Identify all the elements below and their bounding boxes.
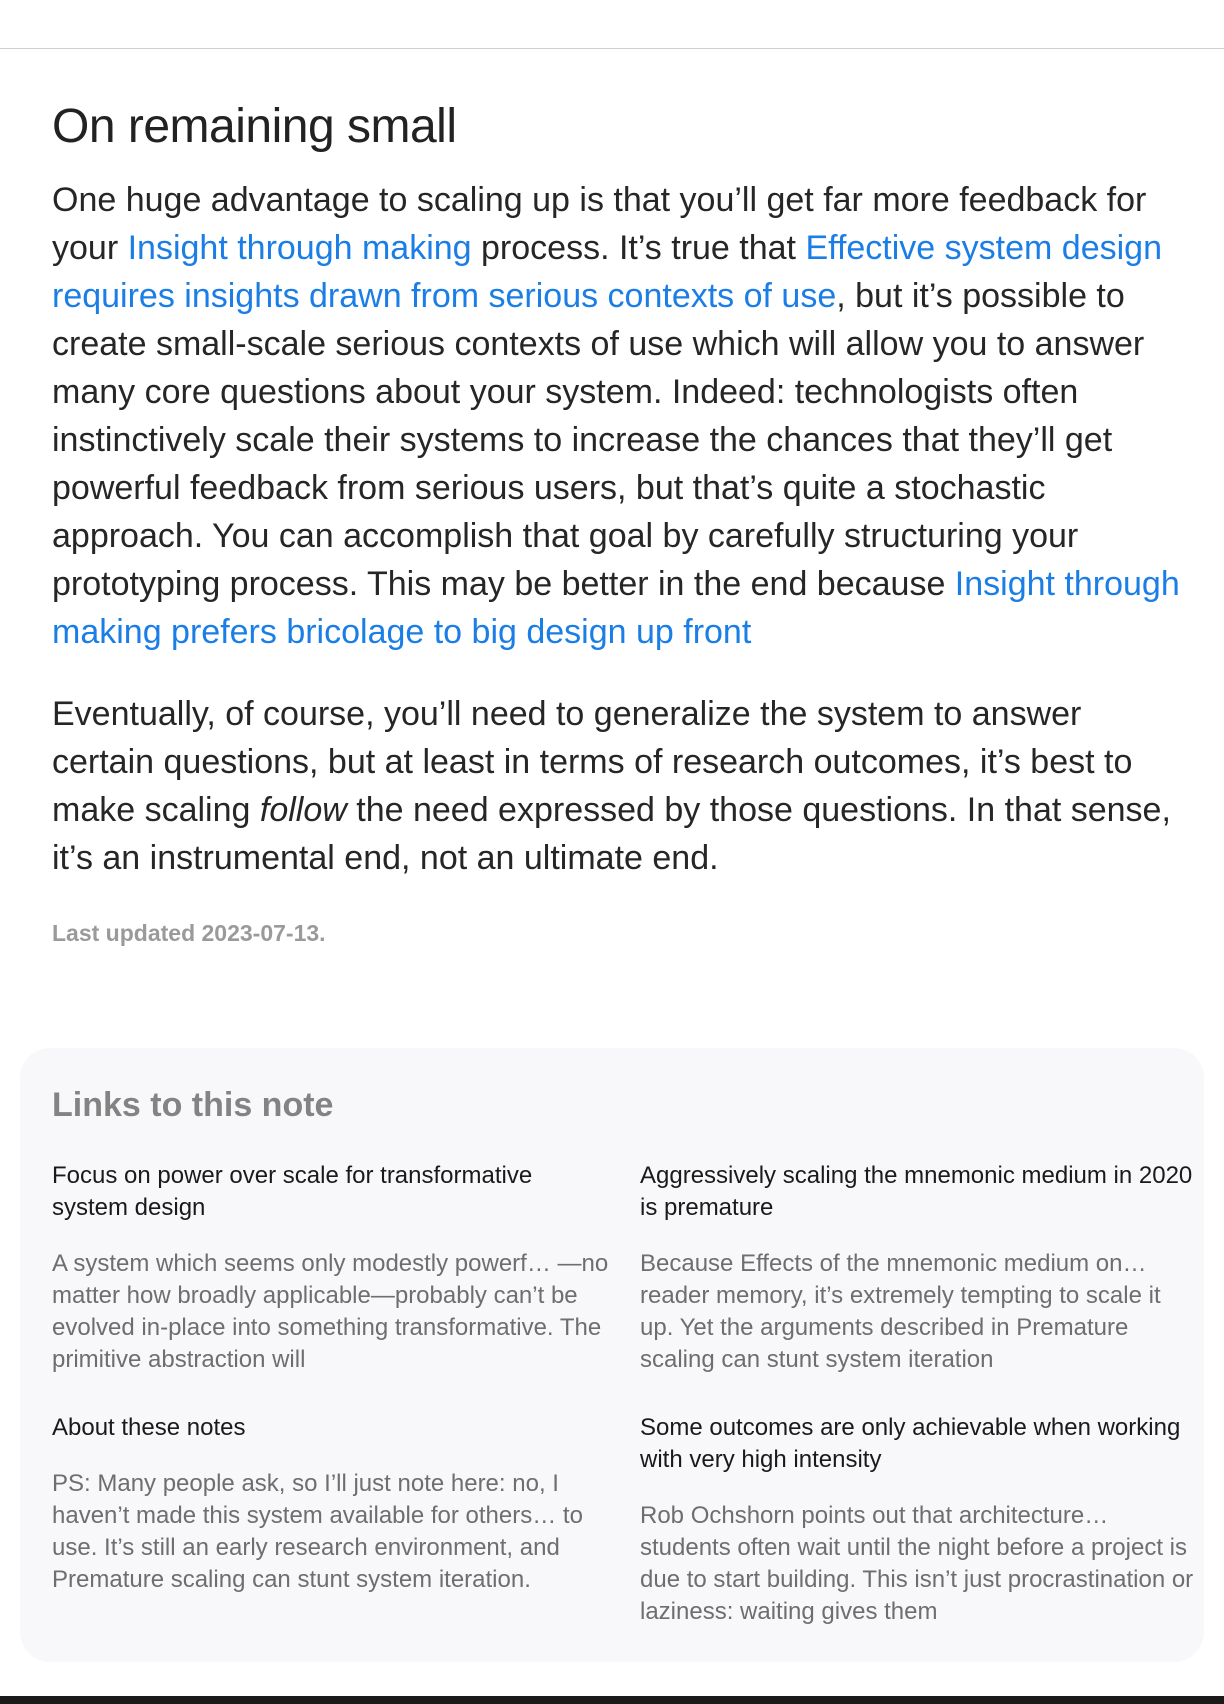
emphasis-follow: follow xyxy=(259,791,347,829)
backlink-card[interactable] xyxy=(640,1160,1200,1376)
paragraph-1 xyxy=(52,176,1182,656)
paragraph-1-text-3: , but it’s possible to create small-scale serious contexts of use which will allow you to answer many core questions about your system. Indeed: technologists often instinctively scale their systems to increase the chances that they’ll get powerful feedback from serious users, but that’s quite a stochastic approach. You can accomplish that goal by carefully structuring your prototyping process. This may be better in the end because xyxy=(52,277,1145,603)
last-updated: Last updated 2023-07-13. xyxy=(52,920,326,946)
backlinks-panel xyxy=(20,1048,1204,1662)
note-content xyxy=(52,96,1182,947)
backlink-title[interactable]: Aggressively scaling the mnemonic medium in 2020 is premature xyxy=(640,1162,1193,1221)
backlink-excerpt: Because Effects of the mnemonic medium on… reader memory, it’s extremely tempting to scale it up. Yet the arguments described in Premature scaling can stunt system iteration xyxy=(640,1250,1161,1373)
link-insight-through-making[interactable]: Insight through making xyxy=(127,229,472,267)
backlink-card[interactable] xyxy=(640,1412,1200,1628)
paragraph-2-text-1: Eventually, of course, you’ll need to generalize the system to answer certain questions, but at least in terms of research outcomes, it’s best to make scaling xyxy=(52,695,1133,829)
backlink-excerpt: Rob Ochshorn points out that architecture… students often wait until the night before a project is due to start building. This isn’t just procrastination or laziness: waiting gives them xyxy=(640,1502,1194,1625)
paragraph-2 xyxy=(52,690,1182,882)
backlink-card[interactable] xyxy=(52,1412,612,1596)
link-effective-system-design[interactable]: Effective system design requires insights drawn from serious contexts of use xyxy=(52,229,1162,315)
note-title: On remaining small xyxy=(52,100,457,153)
backlinks-title: Links to this note xyxy=(52,1086,334,1124)
paragraph-1-text-1: One huge advantage to scaling up is that you’ll get far more feedback for your xyxy=(52,181,1147,267)
backlink-excerpt: PS: Many people ask, so I’ll just note here: no, I haven’t made this system available for others… to use. It’s still an early research environment, and Premature scaling can stunt system iteration. xyxy=(52,1470,583,1593)
backlink-title[interactable]: About these notes xyxy=(52,1414,246,1441)
paragraph-1-text-2: process. It’s true that xyxy=(471,229,806,267)
bottom-bar xyxy=(0,1696,1224,1704)
backlink-excerpt: A system which seems only modestly powerf… —no matter how broadly applicable—probably can’t be evolved in-place into something transformative. The primitive abstraction will xyxy=(52,1250,609,1373)
paragraph-2-text-2: the need expressed by those questions. In that sense, it’s an instrumental end, not an ultimate end. xyxy=(52,791,1171,877)
backlink-title[interactable]: Some outcomes are only achievable when working with very high intensity xyxy=(640,1414,1181,1473)
backlink-card[interactable] xyxy=(52,1160,612,1376)
link-insight-bricolage[interactable]: Insight through making prefers bricolage to big design up front xyxy=(52,565,1180,651)
backlink-title[interactable]: Focus on power over scale for transformative system design xyxy=(52,1162,533,1221)
top-divider xyxy=(0,48,1224,49)
